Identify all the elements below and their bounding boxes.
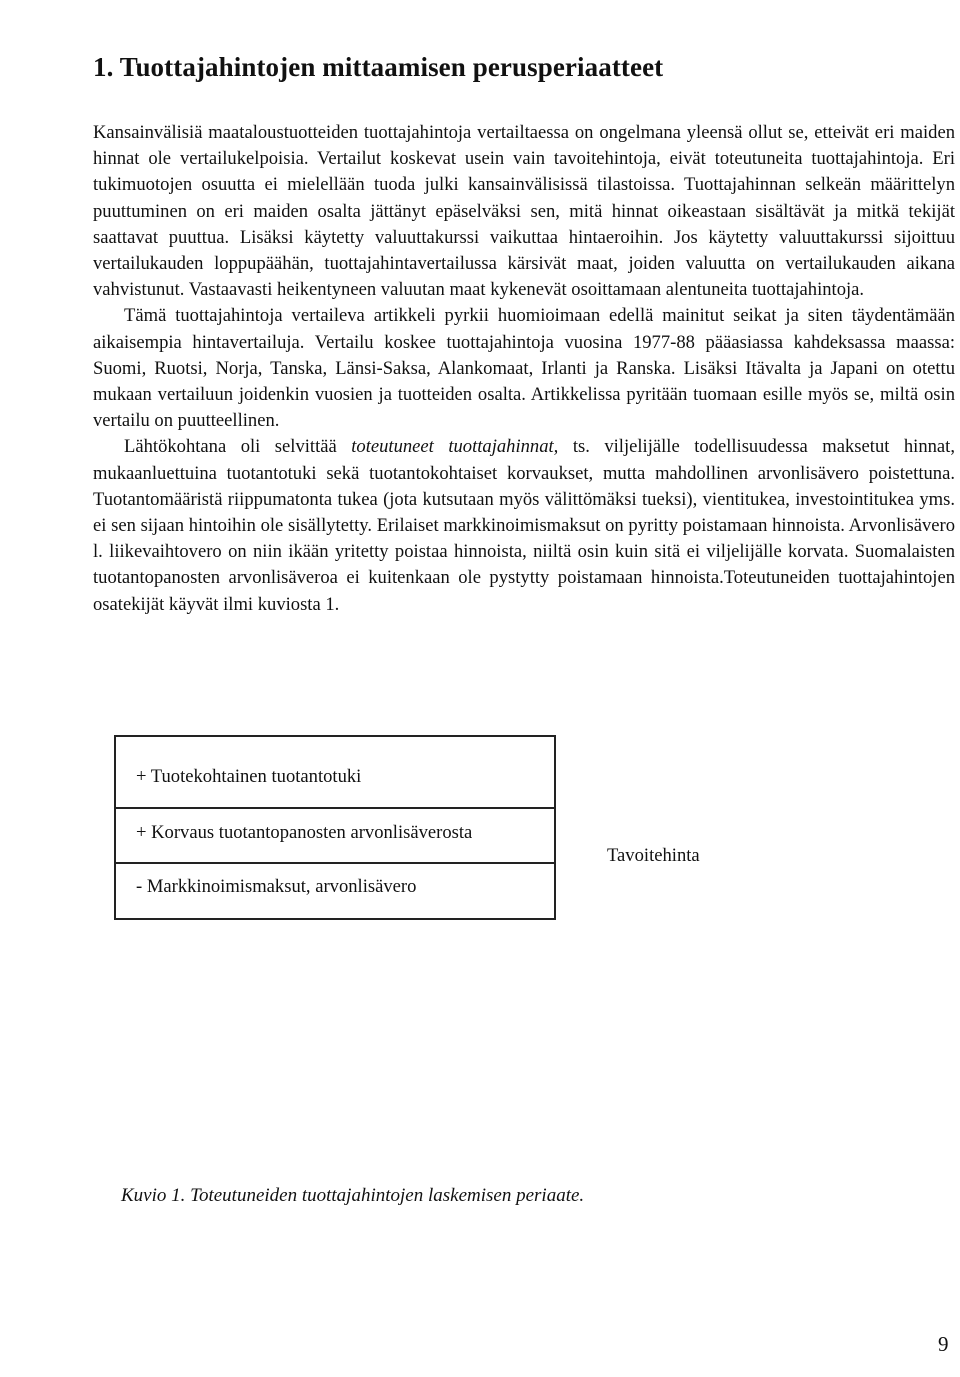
figure-caption: Kuvio 1. Toteutuneiden tuottajahintojen laskemisen periaate.: [121, 1185, 585, 1206]
figure-box: [114, 735, 556, 920]
paragraph-1-text: Kansainvälisiä maataloustuotteiden tuottajahintoja vertailtaessa on ongelmana yleensä ollut se, etteivät eri maiden hinnat ole vertailukelpoisia. Vertailut koskevat usein vain tavoitehintoja, eivät toteutuneita tuottajahintoja. Eri tukimuotojen osuutta ei mielellään tuoda julki kansainvälisissä tilastoissa. Tuottajahinnan selkeän määrittelyn puuttuminen on eri maiden osalta jättänyt epäselväksi sen, mitä hinnat oikeastaan sisältävät ja mitkä tekijät saattavat puuttua. Lisäksi käytetty valuuttakurssi vaikuttaa hintaeroihin. Jos käytetty valuuttakurssi sijoittuu vertailukauden loppupäähän, tuottajahintavertailussa kärsivät maat, joiden valuutta on vertailukauden aikana vahvistunut. Vastaavasti heikentyneen valuutan maat kykenevät osoittamaan alentuneita tuottajahintoja.: [93, 122, 955, 301]
paragraph-2: [93, 303, 955, 434]
figure-row-label: - Markkinoimismaksut, arvonlisävero: [136, 876, 417, 897]
paragraph-3-emphasis: toteutuneet tuottajahinnat,: [351, 436, 559, 458]
paragraph-1: [93, 120, 955, 303]
figure-row-vat-compensation: [116, 809, 554, 864]
paragraph-2-text: Tämä tuottajahintoja vertaileva artikkeli pyrkii huomioimaan edellä mainitut seikat ja siten täydentämään aikaisempia hintavertailuja. Vertailu koskee tuottajahintoja vuosina 1977-88 pääasiassa kahdeksassa maassa: Suomi, Ruotsi, Norja, Tanska, Länsi-Saksa, Alankomaat, Irlanti ja Ranska. Lisäksi Itävalta ja Japani on otettu mukaan vertailuun joidenkin vuosien ja tuotteiden osalta. Artikkelissa pyritään tuomaan esille myös se, miltä osin vertailu on puutteellinen.: [93, 305, 955, 432]
paragraph-3: [93, 434, 955, 617]
section-heading: 1. Tuottajahintojen mittaamisen perusperiaatteet: [93, 52, 664, 82]
figure-row-label: + Korvaus tuotantopanosten arvonlisäverosta: [136, 822, 473, 843]
figure-side-label: Tavoitehinta: [607, 845, 700, 866]
figure-row-label: + Tuotekohtainen tuotantotuki: [136, 766, 362, 787]
figure-row-marketing-fees: [116, 864, 554, 918]
page-number: 9: [938, 1332, 949, 1356]
paragraph-3-text-after: ts. viljelijälle todellisuudessa maksetut hinnat, mukaanluettuina tuotantotuki sekä tuotantokohtaiset korvaukset, mutta mahdollinen arvonlisävero poistettuna. Tuotantomääristä riippumatonta tukea (jota kutsutaan myös välittömäksi tueksi), vientitukea, investointitukea yms. ei sen sijaan hintoihin ole sisällytetty. Erilaiset markkinoimismaksut on pyritty poistamaan hinnoista. Arvonlisävero l. liikevaihtovero on niin ikään yritetty poistaa hinnoista, niiltä osin kuin sitä ei viljelijälle korvata. Suomalaisten tuotantopanosten arvonlisäveroa ei kuitenkaan ole pystytty poistamaan hinnoista.Toteutuneiden tuottajahintojen osatekijät käyvät ilmi kuviosta 1.: [93, 436, 956, 615]
paragraph-3-text-before: Lähtökohtana oli selvittää: [124, 436, 352, 458]
figure-row-production-support: [116, 737, 554, 809]
body-text: [93, 120, 955, 618]
